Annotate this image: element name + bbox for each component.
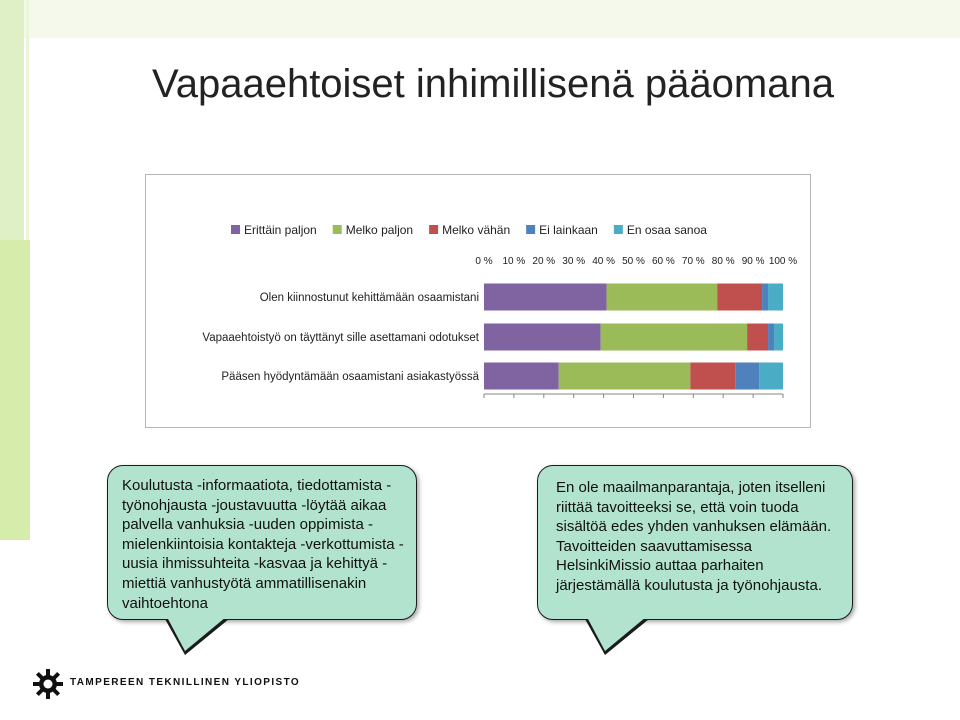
university-name: TAMPEREEN TEKNILLINEN YLIOPISTO [70, 677, 301, 688]
callout-right [537, 465, 853, 620]
legend-swatch-melko-paljon [333, 225, 342, 234]
bar-melko-v-h-n [717, 284, 762, 311]
top-decoration-band [0, 0, 960, 38]
x-tick-label: 0 % [475, 256, 493, 267]
x-tick-label: 30 % [562, 256, 586, 267]
chart-frame [145, 174, 811, 428]
university-logo-icon [32, 668, 64, 700]
stacked-bar-chart [146, 175, 810, 427]
legend-label-ei-lainkaan: Ei lainkaan [539, 223, 598, 237]
x-tick-label: 80 % [711, 256, 735, 267]
x-tick-label: 100 % [768, 256, 798, 267]
callout-left-tail [167, 617, 226, 651]
callout-right-tail [587, 617, 646, 651]
x-tick-label: 60 % [652, 256, 675, 267]
bar-en-osaa-sanoa [768, 284, 783, 311]
bar-en-osaa-sanoa [774, 324, 783, 351]
x-tick-label: 40 % [592, 256, 615, 267]
bar-ei-lainkaan [762, 284, 768, 311]
category-label: Vapaaehtoistyö on täyttänyt sille asettamani odotukset [202, 332, 479, 344]
bar-ei-lainkaan [735, 363, 759, 390]
x-tick-label: 70 % [681, 256, 705, 267]
x-tick-label: 20 % [532, 256, 556, 267]
bar-melko-v-h-n [690, 363, 735, 390]
legend-label-melko-paljon: Melko paljon [345, 223, 414, 237]
bar-melko-v-h-n [747, 324, 768, 351]
legend-swatch-ei-lainkaan [526, 225, 535, 234]
left-green-accent [0, 240, 30, 540]
bar-melko-paljon [559, 363, 691, 390]
x-tick-label: 50 % [622, 256, 645, 267]
bar-en-osaa-sanoa [759, 363, 783, 390]
bar-eritt-in-paljon [484, 363, 559, 390]
category-label: Pääsen hyödyntämään osaamistani asiakastyössä [221, 371, 479, 383]
bar-eritt-in-paljon [484, 284, 607, 311]
slide-title: Vapaaehtoiset inhimillisenä pääomana [152, 62, 834, 106]
bar-melko-paljon [601, 324, 748, 351]
legend-swatch-melko-v-h-n [429, 225, 438, 234]
legend-label-en-osaa-sanoa: En osaa sanoa [626, 223, 707, 237]
bar-eritt-in-paljon [484, 324, 601, 351]
category-label: Olen kiinnostunut kehittämään osaamistani [259, 292, 479, 304]
callout-right-text: En ole maailmanparantaja, joten itselleni riittää tavoitteeksi se, että voin tuoda sisältöä edes yhden vanhuksen elämään. Tavoitteiden saavuttamisessa HelsinkiMissio auttaa parhaiten järjestämällä koulutusta ja työnohjausta. [556, 479, 832, 594]
x-tick-label: 90 % [741, 256, 765, 267]
bar-melko-paljon [607, 284, 718, 311]
legend-label-eritt-in-paljon: Erittäin paljon [244, 223, 317, 237]
callout-left [107, 465, 417, 620]
legend-swatch-eritt-in-paljon [231, 225, 240, 234]
x-tick-label: 10 % [502, 256, 526, 267]
bar-ei-lainkaan [768, 324, 774, 351]
callout-left-text: Koulutusta -informaatiota, tiedottamista -työnohjausta -joustavuutta -löytää aikaa palvella vanhuksia -uuden oppimista -mielenkiintoisia kontakteja -verkottumista -uusia ihmissuhteita -kasvaa ja kehittyä -miettiä vanhustyötä ammatillisenakin vaihtoehtona [122, 477, 404, 612]
legend-label-melko-v-h-n: Melko vähän [442, 223, 511, 237]
legend-swatch-en-osaa-sanoa [614, 225, 623, 234]
